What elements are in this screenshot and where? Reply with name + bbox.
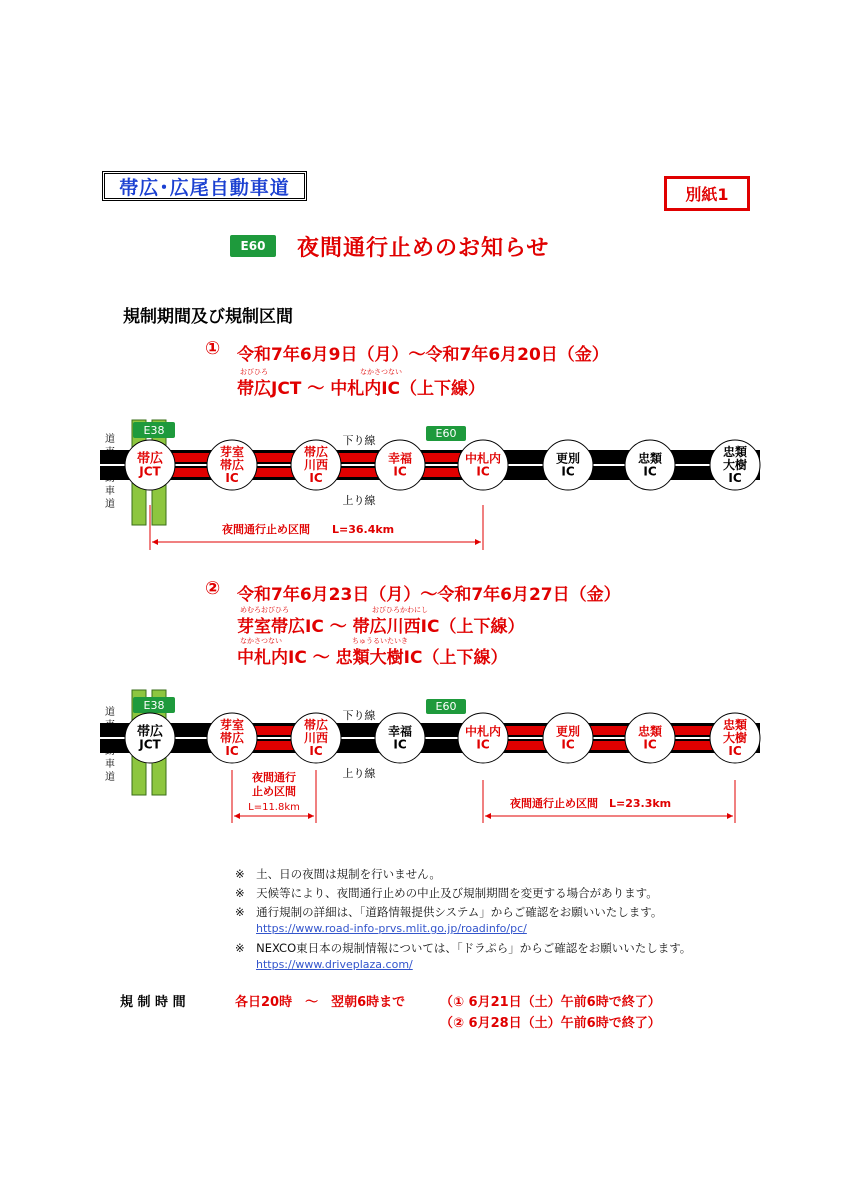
side-label-char: 道 — [105, 434, 115, 445]
station-label: 更別 — [555, 724, 581, 739]
route-name: 帯広･広尾自動車道 — [119, 176, 290, 199]
closure-label: 夜間通行止め区間 L=36.4km — [222, 523, 395, 536]
station-label: 帯広 — [303, 718, 329, 732]
station-label: 帯広 — [219, 731, 245, 745]
e60-badge-text: E60 — [435, 427, 457, 440]
period1-segment: 帯広JCT ～ 中札内IC（上下線） — [237, 379, 486, 399]
station-label: 帯広 — [219, 458, 245, 472]
period2-ruby-nakasatsunai: なかさつない — [240, 637, 282, 645]
e60-route-badge: E60 — [230, 235, 276, 257]
station-label: 芽室 — [219, 445, 245, 459]
station-label: IC — [728, 744, 742, 758]
period2-ruby-memuroobihiro: めむろおびひろ — [240, 606, 289, 614]
note-2 — [235, 885, 658, 901]
note-1-text: 土、日の夜間は規制を行いません。 — [256, 867, 441, 881]
route-name-box — [102, 171, 307, 201]
station-label: IC — [309, 471, 323, 485]
side-label-char: 車 — [105, 759, 115, 770]
note-3-text: 通行規制の詳細は、「道路情報提供システム」からご確認をお願いいたします。 — [256, 905, 663, 919]
station-label: IC — [643, 737, 657, 752]
note-4 — [235, 940, 691, 956]
hours-end-2: （② 6月28日（土）午前6時で終了） — [440, 1016, 661, 1031]
period2-ruby-obihirokawanishi: おびひろかわにし — [372, 606, 428, 614]
station-label: JCT — [139, 464, 161, 479]
up-line-label: 上り線 — [342, 494, 376, 507]
down-line-label: 下り線 — [342, 434, 376, 447]
station-label: 幸福 — [387, 451, 413, 466]
period1-ruby-obihiro: おびひろ — [240, 368, 268, 376]
e38-badge-text: E38 — [143, 699, 165, 712]
closure-a-length: L=11.8km — [248, 802, 300, 813]
section-title: 規制期間及び規制区間 — [123, 307, 293, 327]
note-mark: ※ — [235, 886, 245, 900]
station-label: 帯広 — [136, 451, 164, 467]
station-label: 大樹 — [722, 458, 748, 472]
period1-number: ① — [205, 338, 221, 359]
diagram2 — [0, 685, 848, 830]
diagram1 — [0, 400, 848, 560]
down-line-label: 下り線 — [342, 709, 376, 722]
station-label: IC — [393, 737, 407, 752]
station-label: 川西 — [303, 458, 329, 472]
note-mark: ※ — [235, 905, 245, 919]
station-label: JCT — [139, 737, 161, 752]
station-label: 忠類 — [722, 445, 748, 459]
side-label-char: 車 — [105, 486, 115, 497]
e38-badge-text: E38 — [143, 424, 165, 437]
arrow-left — [485, 813, 491, 819]
note-4-text: NEXCO東日本の規制情報については、「ドラぷら」からご確認をお願いいたします。 — [256, 941, 692, 955]
station-label: 中札内 — [464, 724, 502, 739]
station-label: 幸福 — [387, 724, 413, 739]
arrow-right — [727, 813, 733, 819]
period2-number: ② — [205, 578, 221, 599]
up-line-label: 上り線 — [342, 767, 376, 780]
period2-segment2: 中札内IC ～ 忠類大樹IC（上下線） — [237, 648, 508, 668]
station-label: IC — [561, 464, 575, 479]
station-label: IC — [476, 464, 490, 479]
note-1 — [235, 866, 441, 882]
period2-segment1: 芽室帯広IC ～ 帯広川西IC（上下線） — [237, 617, 525, 637]
station-label: IC — [309, 744, 323, 758]
station-label: IC — [225, 471, 239, 485]
station-label: 帯広 — [303, 445, 329, 459]
arrow-left — [152, 539, 158, 545]
note-2-text: 天候等により、夜間通行止めの中止及び規制期間を変更する場合があります。 — [256, 886, 658, 900]
period2-ruby-churuitaiki: ちゅうるいたいき — [352, 637, 408, 645]
station-label: IC — [643, 464, 657, 479]
station-label: 大樹 — [722, 731, 748, 745]
arrow-right — [308, 813, 314, 819]
closure-b-label: 夜間通行止め区間 L=23.3km — [510, 797, 672, 810]
station-label: IC — [225, 744, 239, 758]
side-label-char: 道 — [105, 772, 115, 783]
note-3 — [235, 904, 662, 920]
period1-dates: 令和7年6月9日（月）～令和7年6月20日（金） — [237, 345, 609, 365]
station-label: 忠類 — [637, 724, 663, 739]
note-mark: ※ — [235, 867, 245, 881]
station-label: 忠類 — [722, 718, 748, 732]
station-label: IC — [476, 737, 490, 752]
station-label: IC — [561, 737, 575, 752]
e60-badge-text: E60 — [435, 700, 457, 713]
page-title: 夜間通行止めのお知らせ — [297, 236, 550, 261]
station-label: 帯広 — [136, 724, 164, 740]
station-label: 芽室 — [219, 718, 245, 732]
hours-end-1: （① 6月21日（土）午前6時で終了） — [440, 995, 661, 1010]
station-label: 中札内 — [464, 451, 502, 466]
hours-time: 各日20時 ～ 翌朝6時まで — [235, 995, 406, 1010]
period2-dates: 令和7年6月23日（月）～令和7年6月27日（金） — [237, 585, 621, 605]
station-label: 忠類 — [637, 451, 663, 466]
station-label: 川西 — [303, 731, 329, 745]
closed-lane-up-b — [483, 741, 735, 750]
attachment-label: 別紙1 — [664, 176, 750, 211]
note-mark: ※ — [235, 941, 245, 955]
station-label: 更別 — [555, 451, 581, 466]
hours-label: 規 制 時 間 — [120, 995, 186, 1010]
station-label: IC — [393, 464, 407, 479]
side-label-char: 道 — [105, 707, 115, 718]
station-label: IC — [728, 471, 742, 485]
closed-lane-down-b — [483, 726, 735, 735]
side-label-char: 道 — [105, 499, 115, 510]
closure-a-line1: 夜間通行 — [252, 771, 296, 784]
arrow-left — [234, 813, 240, 819]
closure-a-line2: 止め区間 — [252, 785, 296, 798]
arrow-right — [475, 539, 481, 545]
period1-ruby-nakasatsunai: なかさつない — [360, 368, 402, 376]
link-road-info[interactable]: https://www.road-info-prvs.mlit.go.jp/roadinfo/pc/ — [256, 922, 527, 935]
link-driveplaza[interactable]: https://www.driveplaza.com/ — [256, 958, 413, 971]
